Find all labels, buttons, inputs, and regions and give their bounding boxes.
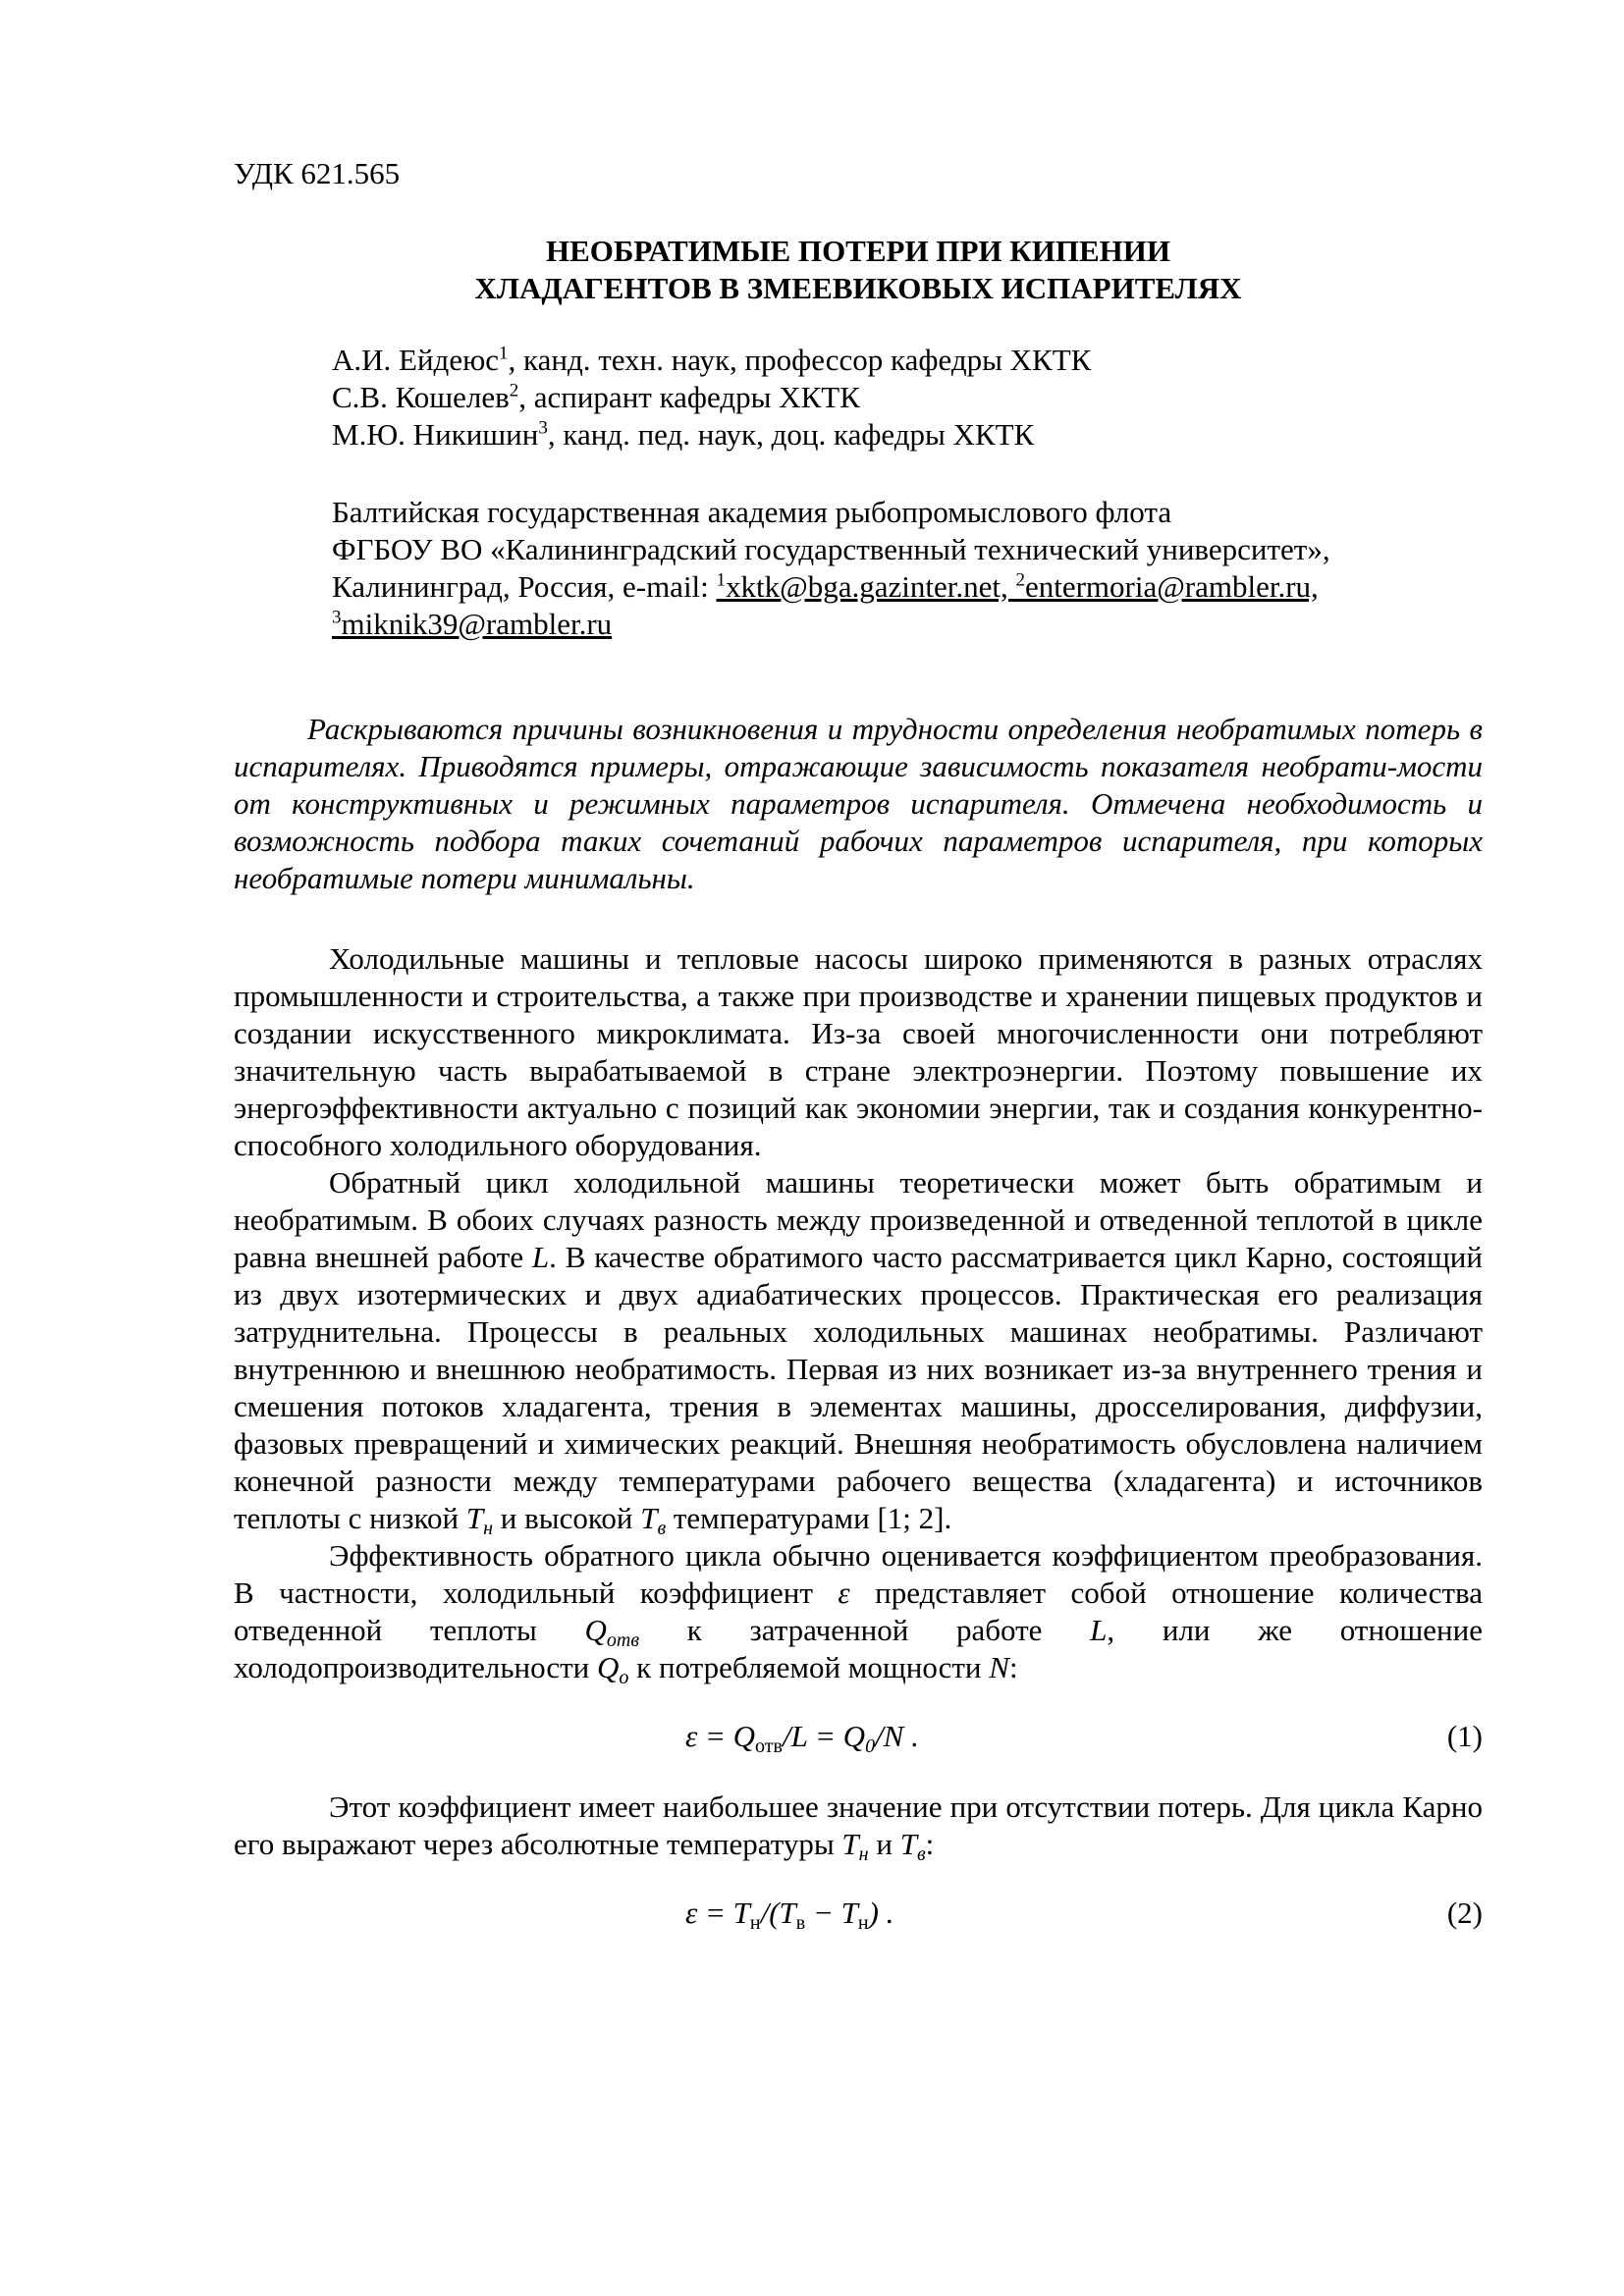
equation-formula: [685, 1718, 919, 1755]
text-run: и высокой: [493, 1501, 641, 1535]
author-affil-mark: 1: [499, 343, 509, 364]
subscript: н: [483, 1518, 494, 1539]
text-run: и: [868, 1827, 900, 1861]
affiliation-line-3: [332, 568, 1330, 606]
equation-2: [234, 1885, 1483, 1944]
text-run: к потребляемой мощности: [628, 1650, 990, 1684]
abstract: Раскрываются причины возникновения и трудности определения необратимых потерь в испарителях. Приводятся примеры, отражающие зависимость показателя необрати-мости от конструктивных и режимных параметров испарителя. Отмечена необходимость и возможность подбора таких сочетаний рабочих параметров испарителя, при которых необратимые потери минимальны.: [234, 712, 1483, 895]
email-text: xktk@bga.gazinter.net,: [726, 569, 1016, 604]
subscript: н: [858, 1843, 869, 1865]
affiliation-line-2: ФГБОУ ВО «Калининградский государственный технический университет»,: [332, 532, 1330, 566]
equation-number: (1): [1446, 1719, 1483, 1753]
author-name: М.Ю. Никишин: [332, 417, 539, 452]
location-label: Калининград, Россия, e-mail:: [332, 569, 717, 604]
formula-part: ) .: [868, 1896, 894, 1930]
symbol-epsilon: ε: [838, 1575, 850, 1610]
subscript: в: [657, 1518, 667, 1539]
symbol-Q: Q: [597, 1650, 620, 1684]
email-text: entermoria@rambler.ru,: [1024, 569, 1319, 604]
text-run: представляет собой отношение количества отведенной теплоты: [234, 1575, 1483, 1647]
author-name: С.В. Кошелев: [332, 380, 510, 414]
title-line-2: ХЛАДАГЕНТОВ В ЗМЕЕВИКОВЫХ ИСПАРИТЕЛЯХ: [474, 271, 1242, 305]
symbol-T: T: [899, 1827, 917, 1861]
affiliation-line-1: Балтийская государственная академия рыбопромыслового флота: [332, 495, 1172, 529]
text-run: Этот коэффициент имеет наибольшее значение при отсутствии потерь. Для цикла Карно его выражают через абсолютные температуры: [234, 1789, 1483, 1861]
subscript: в: [916, 1843, 926, 1865]
author-3: [332, 416, 1091, 454]
subscript: н: [749, 1912, 761, 1934]
author-2: [332, 379, 1091, 416]
author-role: , канд. техн. наук, профессор кафедры ХКТК: [508, 343, 1092, 377]
email-mark: 1: [716, 569, 727, 591]
paragraph-3: [234, 1537, 1483, 1686]
symbol-T: T: [640, 1501, 658, 1535]
equation-formula: [685, 1895, 893, 1932]
formula-part: /L = Q: [782, 1719, 866, 1753]
paragraph-2: [234, 1164, 1483, 1537]
subscript: н: [857, 1912, 869, 1934]
text-run: Эффективность обратного цикла обычно оценивается коэффициентом преобразования. В частности, холодильный коэффициент: [234, 1538, 1483, 1610]
symbol-L: L: [531, 1240, 550, 1274]
formula-part: − T: [805, 1896, 858, 1930]
author-1: [332, 342, 1091, 379]
text-run: к затраченной работе: [639, 1613, 1091, 1647]
symbol-N: N: [989, 1650, 1009, 1684]
subscript: 0: [865, 1735, 876, 1757]
subscript: в: [795, 1912, 806, 1934]
paragraph-4: [234, 1789, 1483, 1863]
formula-part: ε = T: [685, 1896, 750, 1930]
text-run: , или же отношение холодопроизводительности: [234, 1613, 1483, 1684]
subscript: о: [619, 1667, 629, 1688]
email-mark: 2: [1015, 569, 1025, 591]
email-link-3[interactable]: [332, 607, 612, 641]
author-role: , канд. пед. наук, доц. кафедры ХКТК: [547, 417, 1035, 452]
formula-part: ε = Q: [685, 1719, 756, 1753]
author-affil-mark: 3: [538, 417, 548, 439]
author-affil-mark: 2: [509, 380, 519, 401]
symbol-T: T: [465, 1501, 484, 1535]
email-link-1[interactable]: [717, 569, 1319, 604]
text-run: . В качестве обратимого часто рассматривается цикл Карно, состоящий из двух изотермических и двух адиабатических процессов. Практическая его реализация затруднительна. Процессы в реальных холодильных машинах необратимы. Различают внутреннюю и внешнюю необратимость. Первая из них возникает из-за внутреннего трения и смешения потоков хладагента, трения в элементах машины, дросселирования, диффузии, фазовых превращений и химических реакций. Внешняя необратимость обусловлена наличием конечной разности между температурами рабочего вещества (хладагента) и источников теплоты с низкой: [234, 1240, 1483, 1535]
text-run: :: [925, 1827, 935, 1861]
udk-code: УДК 621.565: [234, 156, 401, 190]
equation-1: [234, 1708, 1483, 1767]
formula-part: /N .: [875, 1719, 919, 1753]
symbol-L: L: [1090, 1613, 1108, 1647]
text-run: температурами [1; 2].: [666, 1501, 952, 1535]
affiliation-line-4: [332, 606, 1330, 643]
email-mark: 3: [332, 607, 342, 628]
text-run: Обратный цикл холодильной машины теоретически может быть обратимым и необратимым. В обоих случаях разность между произведенной и отведенной теплотой в цикле равна внешней работе: [234, 1165, 1483, 1274]
formula-part: /(T: [760, 1896, 796, 1930]
equation-number: (2): [1446, 1896, 1483, 1930]
paragraph-1: Холодильные машины и тепловые насосы широко применяются в разных отраслях промышленности и строительства, а также при производстве и хранении пищевых продуктов и создании искусственного микроклимата. Из-за своей многочисленности они потребляют значительную часть вырабатываемой в стране электроэнергии. Поэтому повышение их энергоэффективности актуально с позиций как экономии энергии, так и создания конкурентно-способного холодильного оборудования.: [234, 941, 1483, 1162]
body-text: [234, 940, 1483, 1965]
author-name: А.И. Ейдеюс: [332, 343, 500, 377]
authors-block: [332, 342, 1091, 454]
email-text: miknik39@rambler.ru: [341, 607, 613, 641]
subscript: отв: [755, 1735, 783, 1757]
affiliation-block: [332, 494, 1330, 643]
symbol-Q: Q: [584, 1613, 607, 1647]
symbol-T: T: [841, 1827, 859, 1861]
title-line-1: НЕОБРАТИМЫЕ ПОТЕРИ ПРИ КИПЕНИИ: [546, 234, 1170, 268]
text-run: :: [1008, 1650, 1018, 1684]
author-role: , аспирант кафедры ХКТК: [518, 380, 860, 414]
subscript: отв: [606, 1629, 640, 1651]
paper-title: [234, 233, 1483, 307]
